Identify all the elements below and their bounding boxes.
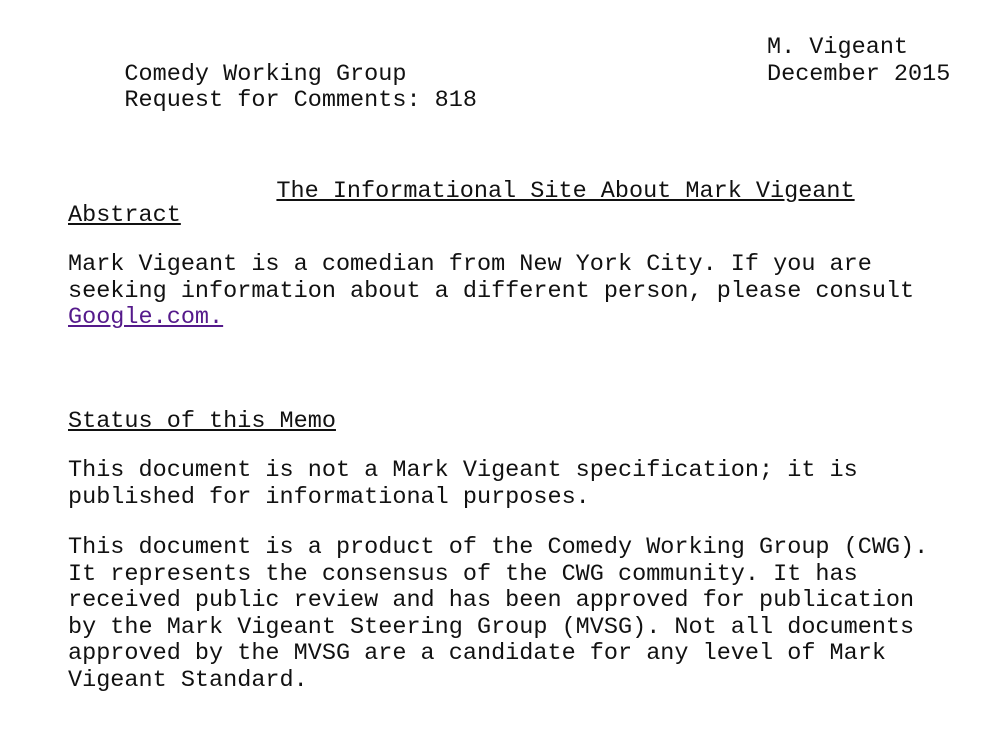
document-title-row [68, 152, 968, 205]
rfc-number-label: Request for Comments: 818 [124, 87, 477, 114]
abstract-paragraph [68, 252, 968, 332]
rfc-document [68, 35, 968, 694]
abstract-text: Mark Vigeant is a comedian from New York City. If you are seeking information about a different person, please consult [68, 251, 915, 305]
status-paragraph-1: This document is not a Mark Vigeant specification; it is published for informational purposes. [68, 457, 858, 511]
document-title: The Informational Site About Mark Vigeant [276, 177, 855, 205]
google-link[interactable]: Google.com. [68, 304, 224, 331]
abstract-heading: Abstract [68, 201, 181, 229]
working-group-label: Comedy Working Group [124, 60, 407, 88]
status-heading: Status of this Memo [68, 407, 336, 435]
author-label: M. Vigeant [767, 34, 909, 61]
header-row-2 [68, 60, 968, 114]
status-paragraph-2: This document is a product of the Comedy Working Group (CWG). It represents the consensus of the CWG community. It has received public review and has been approved for publication by the Mark Vigeant Steering Group (MVSG). Not all documents approved by the MVSG are a candidate for any level of Mark Vigeant Standard. [68, 534, 929, 694]
date-label: December 2015 [767, 60, 951, 88]
